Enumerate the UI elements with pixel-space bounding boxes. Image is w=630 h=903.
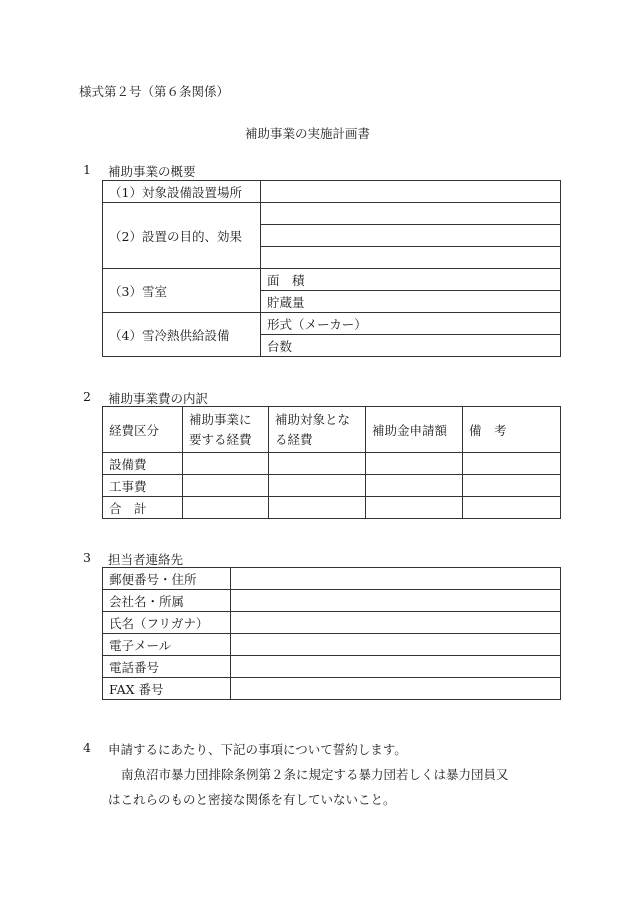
cell-input[interactable]	[463, 475, 561, 497]
overview-table	[102, 180, 561, 357]
table-row	[103, 612, 561, 634]
cell-input[interactable]	[183, 453, 269, 475]
header-expense-category: 経費区分	[103, 407, 183, 453]
table-row	[103, 497, 561, 519]
pledge-line-2: はこれらのものと密接な関係を有していないこと。	[108, 792, 396, 807]
table-row	[103, 634, 561, 656]
label-email: 電子メール	[103, 634, 231, 656]
label-snow-cooling-equipment: （4）雪冷熱供給設備	[103, 313, 261, 357]
table-row	[103, 590, 561, 612]
label-company-department: 会社名・所属	[103, 590, 231, 612]
header-subsidy-amount: 補助金申請額	[366, 407, 463, 453]
label-phone: 電話番号	[103, 656, 231, 678]
label-fax: FAX 番号	[103, 678, 231, 700]
section-3-title: 担当者連絡先	[108, 552, 184, 567]
cell-input[interactable]	[269, 497, 366, 519]
section-2-number: 2	[83, 389, 91, 404]
purpose-field-3[interactable]	[261, 247, 561, 269]
email-field[interactable]	[231, 634, 561, 656]
cell-input[interactable]	[269, 475, 366, 497]
section-1-title: 補助事業の概要	[108, 164, 196, 179]
expense-breakdown-table	[102, 406, 561, 519]
table-row	[103, 678, 561, 700]
company-department-field[interactable]	[231, 590, 561, 612]
installation-site-field[interactable]	[261, 181, 561, 203]
cell-input[interactable]	[463, 453, 561, 475]
table-row	[103, 568, 561, 590]
label-purpose-effect: （2）設置の目的、効果	[103, 203, 261, 269]
storage-volume-field[interactable]: 貯蔵量	[261, 291, 561, 313]
label-postal-address: 郵便番号・住所	[103, 568, 231, 590]
row-label-construction: 工事費	[103, 475, 183, 497]
model-maker-field[interactable]: 形式（メーカー）	[261, 313, 561, 335]
cell-input[interactable]	[366, 475, 463, 497]
row-label-equipment: 設備費	[103, 453, 183, 475]
fax-field[interactable]	[231, 678, 561, 700]
pledge-line-1: 南魚沼市暴力団排除条例第２条に規定する暴力団若しくは暴力団員又	[121, 767, 509, 782]
section-4-title: 申請するにあたり、下記の事項について誓約します。	[108, 742, 407, 757]
cell-input[interactable]	[463, 497, 561, 519]
label-snow-storage: （3）雪室	[103, 269, 261, 313]
area-field[interactable]: 面 積	[261, 269, 561, 291]
contact-table	[102, 567, 561, 700]
header-eligible-cost: 補助対象とな る経費	[269, 407, 366, 453]
table-row	[103, 475, 561, 497]
purpose-field-1[interactable]	[261, 203, 561, 225]
cell-input[interactable]	[183, 497, 269, 519]
cell-input[interactable]	[366, 453, 463, 475]
name-furigana-field[interactable]	[231, 612, 561, 634]
label-installation-site: （1）対象設備設置場所	[103, 181, 261, 203]
section-3-number: 3	[83, 550, 91, 565]
section-4-number: 4	[83, 740, 91, 755]
cell-input[interactable]	[183, 475, 269, 497]
section-1-number: 1	[83, 162, 91, 177]
header-project-cost: 補助事業に 要する経費	[183, 407, 269, 453]
section-2-title: 補助事業費の内訳	[108, 391, 209, 406]
row-label-total: 合 計	[103, 497, 183, 519]
purpose-field-2[interactable]	[261, 225, 561, 247]
cell-input[interactable]	[269, 453, 366, 475]
label-name-furigana: 氏名（フリガナ）	[103, 612, 231, 634]
postal-address-field[interactable]	[231, 568, 561, 590]
phone-field[interactable]	[231, 656, 561, 678]
header-remarks: 備 考	[463, 407, 561, 453]
cell-input[interactable]	[366, 497, 463, 519]
unit-count-field[interactable]: 台数	[261, 335, 561, 357]
table-row	[103, 656, 561, 678]
document-title: 補助事業の実施計画書	[245, 126, 371, 141]
table-row	[103, 453, 561, 475]
form-number: 様式第２号（第６条関係）	[79, 84, 230, 99]
